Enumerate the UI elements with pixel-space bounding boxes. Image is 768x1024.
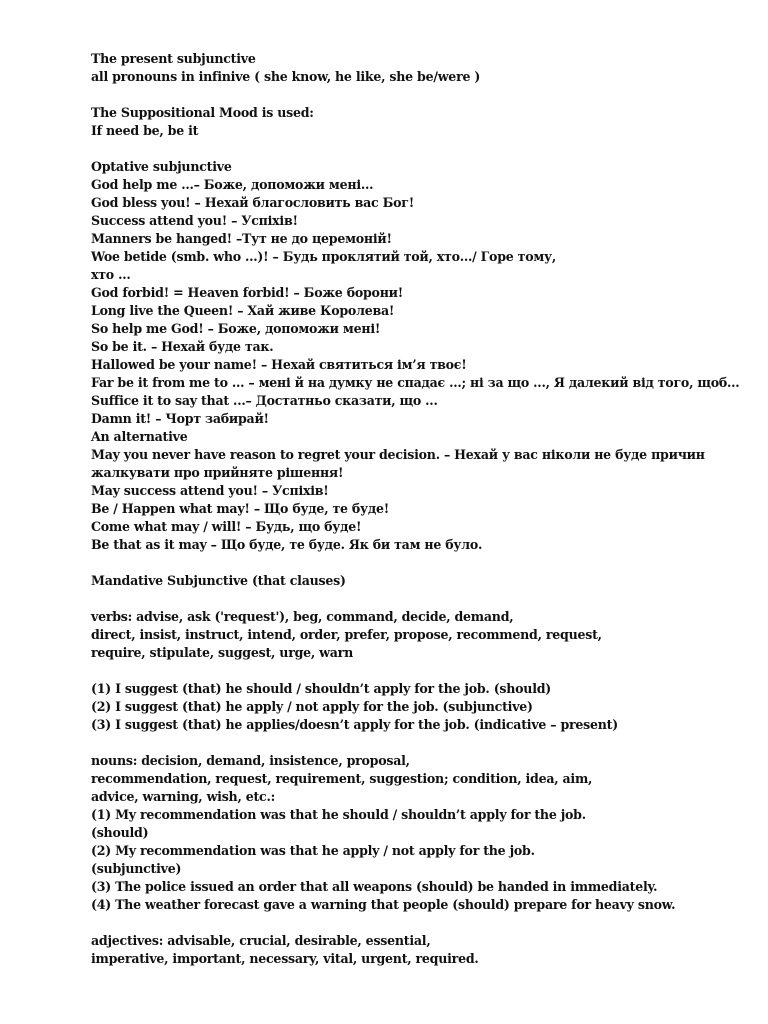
text-line: Be that as it may – Що буде, те буде. Як би там не було. <box>91 537 483 552</box>
text-line: (2) My recommendation was that he apply / not apply for the job. <box>91 843 535 858</box>
text-line: The Suppositional Mood is used: <box>91 105 314 120</box>
text-line: хто ... <box>91 267 131 282</box>
text-line: (should) <box>91 825 149 840</box>
text-line: So be it. – Нехай буде так. <box>91 339 274 354</box>
text-line: Mandative Subjunctive (that clauses) <box>91 573 346 588</box>
blank-line <box>91 662 751 680</box>
text-line: (4) The weather forecast gave a warning that people (should) prepare for heavy snow. <box>91 897 676 912</box>
text-line: God forbid! = Heaven forbid! – Боже борони! <box>91 285 404 300</box>
text-line: imperative, important, necessary, vital, urgent, required. <box>91 951 479 966</box>
text-line: So help me God! – Боже, допоможи мені! <box>91 321 381 336</box>
text-line: (1) My recommendation was that he should / shouldn’t apply for the job. <box>91 807 586 822</box>
text-line: verbs: advise, ask ('request'), beg, command, decide, demand, <box>91 609 514 624</box>
text-line: The present subjunctive <box>91 51 256 66</box>
text-line: Come what may / will! – Будь, що буде! <box>91 519 362 534</box>
blank-line <box>91 590 751 608</box>
text-line: May success attend you! – Успіхів! <box>91 483 329 498</box>
text-line: Far be it from me to ... – мені й на думку не спадає ...; ні за що ..., Я далекий від того, щоб... <box>91 375 740 390</box>
blank-line <box>91 554 751 572</box>
document-page <box>91 50 751 968</box>
text-line: Optative subjunctive <box>91 159 232 174</box>
text-line: require, stipulate, suggest, urge, warn <box>91 645 353 660</box>
text-line: (subjunctive) <box>91 861 182 876</box>
blank-line <box>91 140 751 158</box>
text-line: If need be, be it <box>91 123 199 138</box>
text-line: God help me ...– Боже, допоможи мені... <box>91 177 374 192</box>
text-line: nouns: decision, demand, insistence, proposal, <box>91 753 410 768</box>
text-line: Damn it! – Чорт забирай! <box>91 411 269 426</box>
text-line: direct, insist, instruct, intend, order, prefer, propose, recommend, request, <box>91 627 602 642</box>
text-line: An alternative <box>91 429 188 444</box>
text-line: Long live the Queen! – Хай живе Королева! <box>91 303 395 318</box>
text-line: (2) I suggest (that) he apply / not apply for the job. (subjunctive) <box>91 699 533 714</box>
text-line: God bless you! – Нехай благословить вас Бог! <box>91 195 414 210</box>
text-line: May you never have reason to regret your decision. – Нехай у вас ніколи не буде причин <box>91 447 705 462</box>
text-line: (1) I suggest (that) he should / shouldn’t apply for the job. (should) <box>91 681 552 696</box>
text-line: advice, warning, wish, etc.: <box>91 789 275 804</box>
text-line: жалкувати про прийняте рішення! <box>91 465 344 480</box>
text-line: Be / Happen what may! – Що буде, те буде! <box>91 501 390 516</box>
text-line: recommendation, request, requirement, suggestion; condition, idea, aim, <box>91 771 593 786</box>
text-line: (3) I suggest (that) he applies/doesn’t apply for the job. (indicative – present) <box>91 717 618 732</box>
text-line: Hallowed be your name! – Нехай святиться ім’я твоє! <box>91 357 467 372</box>
text-line: Success attend you! – Успіхів! <box>91 213 298 228</box>
blank-line <box>91 914 751 932</box>
text-line: (3) The police issued an order that all weapons (should) be handed in immediately. <box>91 879 658 894</box>
blank-line <box>91 734 751 752</box>
text-line: Woe betide (smb. who ...)! – Будь проклятий той, хто.../ Горе тому, <box>91 249 556 264</box>
blank-line <box>91 86 751 104</box>
text-line: Suffice it to say that ...– Достатньо сказати, що ... <box>91 393 438 408</box>
text-line: Manners be hanged! –Тут не до церемоній! <box>91 231 392 246</box>
text-line: all pronouns in infinive ( she know, he like, she be/were ) <box>91 69 481 84</box>
text-line: adjectives: advisable, crucial, desirable, essential, <box>91 933 431 948</box>
